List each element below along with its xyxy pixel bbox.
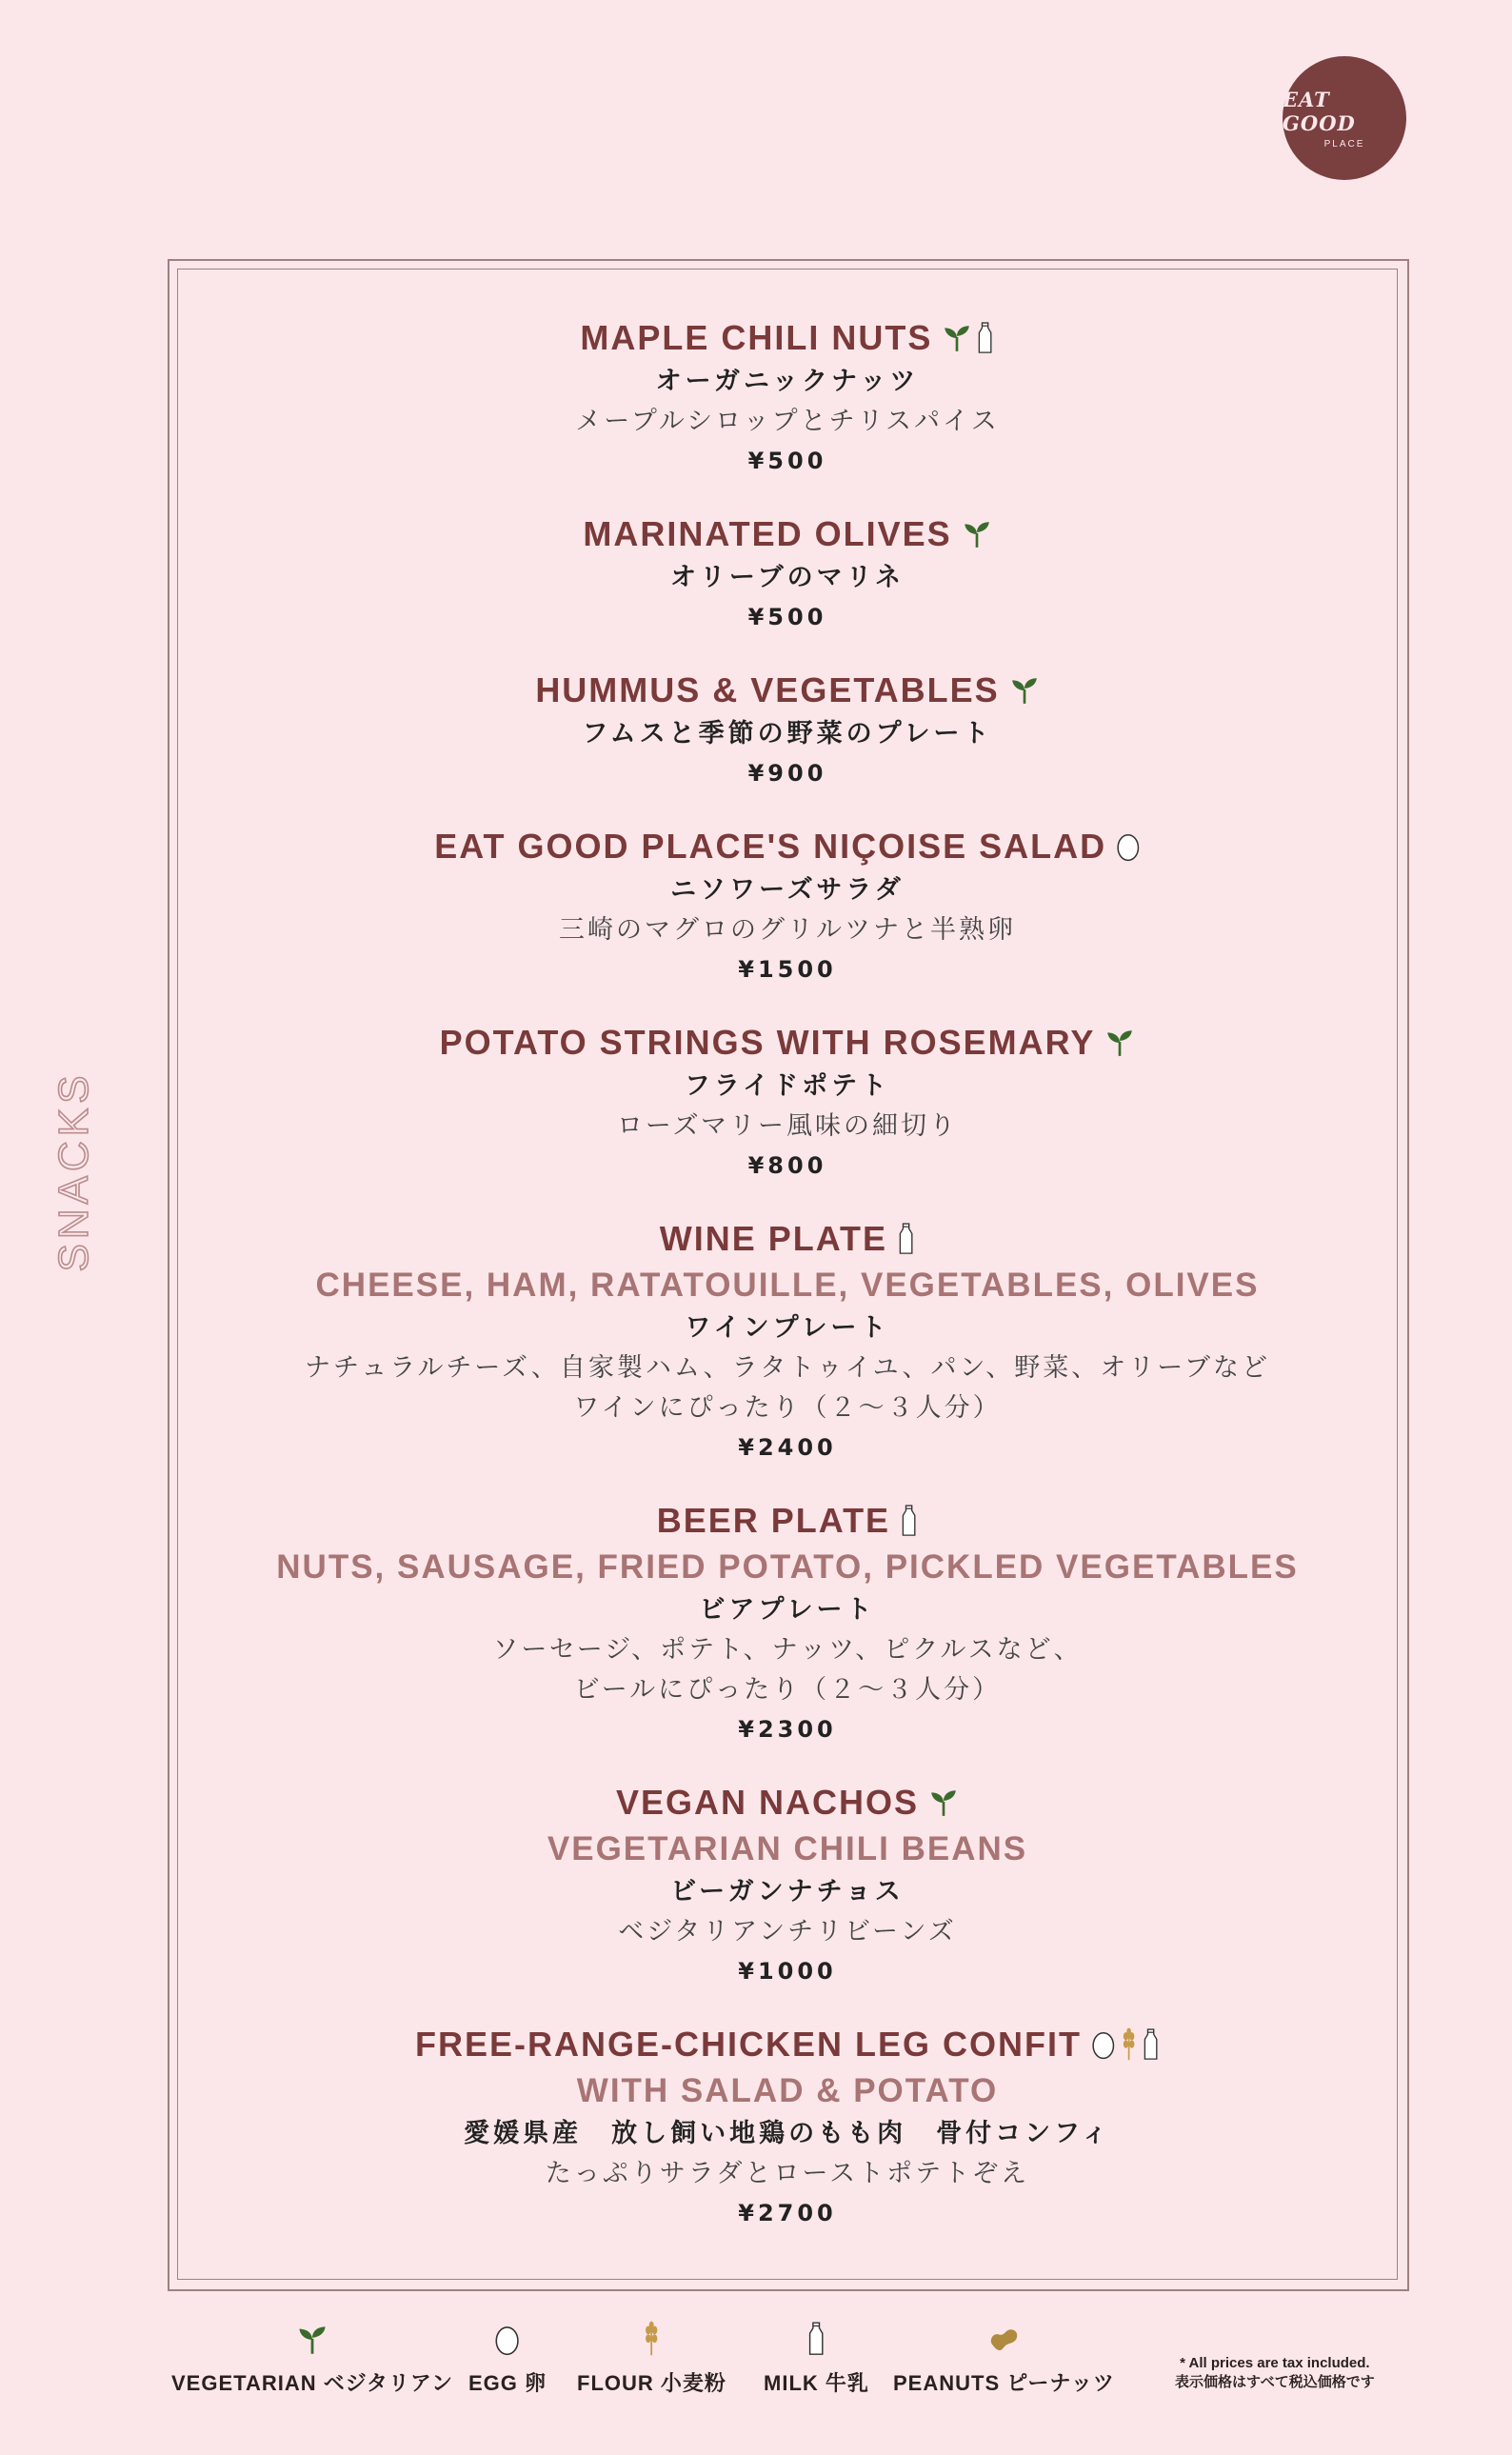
vegetarian-leaf-icon <box>296 2324 328 2362</box>
allergen-icons <box>897 1222 915 1255</box>
legend-item <box>577 2324 726 2397</box>
menu-item <box>177 2021 1398 2232</box>
item-japanese-name: 愛媛県産 放し飼い地鶏のもも肉 骨付コンフィ <box>464 2119 1111 2148</box>
menu-item <box>177 510 1398 636</box>
item-name: HUMMUS & VEGETABLES <box>177 667 1398 714</box>
egg-icon <box>1116 831 1141 862</box>
item-price: ¥800 <box>747 1152 827 1179</box>
allergen-icons <box>1104 1028 1135 1058</box>
menu-item <box>177 1019 1398 1185</box>
tax-note-jp: 表示価格はすべて税込価格です <box>1175 2374 1375 2390</box>
menu-item <box>177 1215 1398 1467</box>
vegetarian-leaf-icon <box>1009 675 1040 706</box>
item-japanese-name: オリーブのマリネ <box>669 563 905 592</box>
item-description: メープルシロップとチリスパイス <box>575 407 1000 436</box>
milk-bottle-icon <box>900 1504 918 1537</box>
allergen-icons <box>928 1787 959 1818</box>
milk-bottle-icon <box>897 1222 915 1255</box>
vegetarian-leaf-icon <box>1104 1028 1135 1058</box>
vegetarian-leaf-icon <box>962 519 992 549</box>
item-subtitle: CHEESE, HAM, RATATOUILLE, VEGETABLES, OLIVES <box>315 1267 1260 1304</box>
milk-bottle-icon <box>976 321 994 354</box>
item-name: MARINATED OLIVES <box>177 510 1398 558</box>
item-price: ¥500 <box>747 448 827 474</box>
brand-logo <box>1283 56 1406 180</box>
menu-item <box>177 823 1398 988</box>
item-price: ¥2300 <box>738 1716 837 1743</box>
item-subtitle: WITH SALAD & POTATO <box>576 2072 999 2109</box>
legend-item <box>893 2324 1115 2397</box>
item-japanese-name: フムスと季節の野菜のプレート <box>582 719 993 748</box>
legend-label: MILK 牛乳 <box>764 2371 869 2395</box>
allergen-icons <box>900 1504 918 1537</box>
item-name: BEER PLATE <box>177 1497 1398 1545</box>
allergen-legend <box>171 2324 1133 2395</box>
legend-item <box>468 2324 547 2397</box>
allergen-icons <box>1009 675 1040 706</box>
section-label: SNACKS <box>50 1070 97 1272</box>
item-japanese-name: ビアプレート <box>699 1595 876 1625</box>
item-description: 三崎のマグロのグリルツナと半熟卵 <box>559 915 1016 945</box>
tax-note <box>1175 2354 1375 2392</box>
item-description: ビールにぴったり（２～３人分） <box>573 1675 1002 1705</box>
item-japanese-name: ニソワーズサラダ <box>670 875 905 905</box>
allergen-icons <box>764 2324 869 2362</box>
allergen-icons <box>942 321 994 354</box>
allergen-icons <box>171 2324 453 2362</box>
legend-label: FLOUR 小麦粉 <box>577 2371 726 2395</box>
item-description: ワインにぴったり（２～３人分） <box>573 1393 1002 1423</box>
tax-note-en: * All prices are tax included. <box>1180 2355 1370 2371</box>
milk-bottle-icon <box>806 2321 826 2362</box>
item-price: ¥2700 <box>738 2200 837 2226</box>
vegetarian-leaf-icon <box>928 1787 959 1818</box>
menu-list <box>177 314 1398 2263</box>
allergen-icons <box>468 2324 547 2362</box>
item-price: ¥1500 <box>738 956 837 983</box>
egg-icon <box>1091 2029 1116 2060</box>
item-name: FREE-RANGE-CHICKEN LEG CONFIT <box>177 2021 1398 2068</box>
legend-label: PEANUTS ピーナッツ <box>893 2371 1115 2395</box>
item-description: たっぷりサラダとローストポテトぞえ <box>545 2159 1030 2188</box>
legend-item <box>171 2324 453 2397</box>
logo-main-text: EAT GOOD <box>1283 87 1356 135</box>
item-subtitle: VEGETARIAN CHILI BEANS <box>547 1830 1028 1867</box>
allergen-icons <box>577 2324 726 2362</box>
menu-item <box>177 1497 1398 1748</box>
item-price: ¥500 <box>747 604 827 630</box>
menu-item <box>177 667 1398 792</box>
item-name: VEGAN NACHOS <box>177 1779 1398 1826</box>
item-japanese-name: オーガニックナッツ <box>655 367 920 396</box>
logo-sub-text: PLACE <box>1323 138 1365 150</box>
vegetarian-leaf-icon <box>942 323 972 353</box>
item-japanese-name: ワインプレート <box>685 1313 890 1343</box>
item-description: ローズマリー風味の細切り <box>616 1111 959 1141</box>
item-name: EAT GOOD PLACE'S NIÇOISE SALAD <box>177 823 1398 870</box>
menu-item <box>177 1779 1398 1990</box>
allergen-icons <box>893 2324 1115 2362</box>
item-name: WINE PLATE <box>177 1215 1398 1263</box>
legend-label: EGG 卵 <box>468 2371 547 2395</box>
item-japanese-name: ビーガンナチョス <box>670 1877 905 1906</box>
item-japanese-name: フライドポテト <box>684 1071 891 1101</box>
peanut-icon <box>986 2324 1022 2362</box>
item-price: ¥1000 <box>738 1958 837 1985</box>
item-price: ¥900 <box>747 760 827 787</box>
item-name: POTATO STRINGS WITH ROSEMARY <box>177 1019 1398 1067</box>
allergen-icons <box>1116 831 1141 862</box>
wheat-flour-icon <box>1120 2027 1138 2061</box>
legend-item <box>764 2324 869 2397</box>
legend-label: VEGETARIAN ベジタリアン <box>171 2371 453 2395</box>
item-name: MAPLE CHILI NUTS <box>177 314 1398 362</box>
milk-bottle-icon <box>1142 2027 1160 2061</box>
item-description: ナチュラルチーズ、自家製ハム、ラタトゥイユ、パン、野菜、オリーブなど <box>305 1353 1270 1383</box>
allergen-icons <box>1091 2027 1160 2061</box>
item-price: ¥2400 <box>738 1434 837 1461</box>
wheat-flour-icon <box>642 2321 661 2362</box>
egg-icon <box>494 2324 520 2362</box>
menu-item <box>177 314 1398 480</box>
item-description: ソーセージ、ポテト、ナッツ、ピクルスなど、 <box>492 1635 1083 1665</box>
allergen-icons <box>962 519 992 549</box>
item-description: ベジタリアンチリビーンズ <box>618 1917 957 1946</box>
item-subtitle: NUTS, SAUSAGE, FRIED POTATO, PICKLED VEGETABLES <box>276 1548 1299 1586</box>
